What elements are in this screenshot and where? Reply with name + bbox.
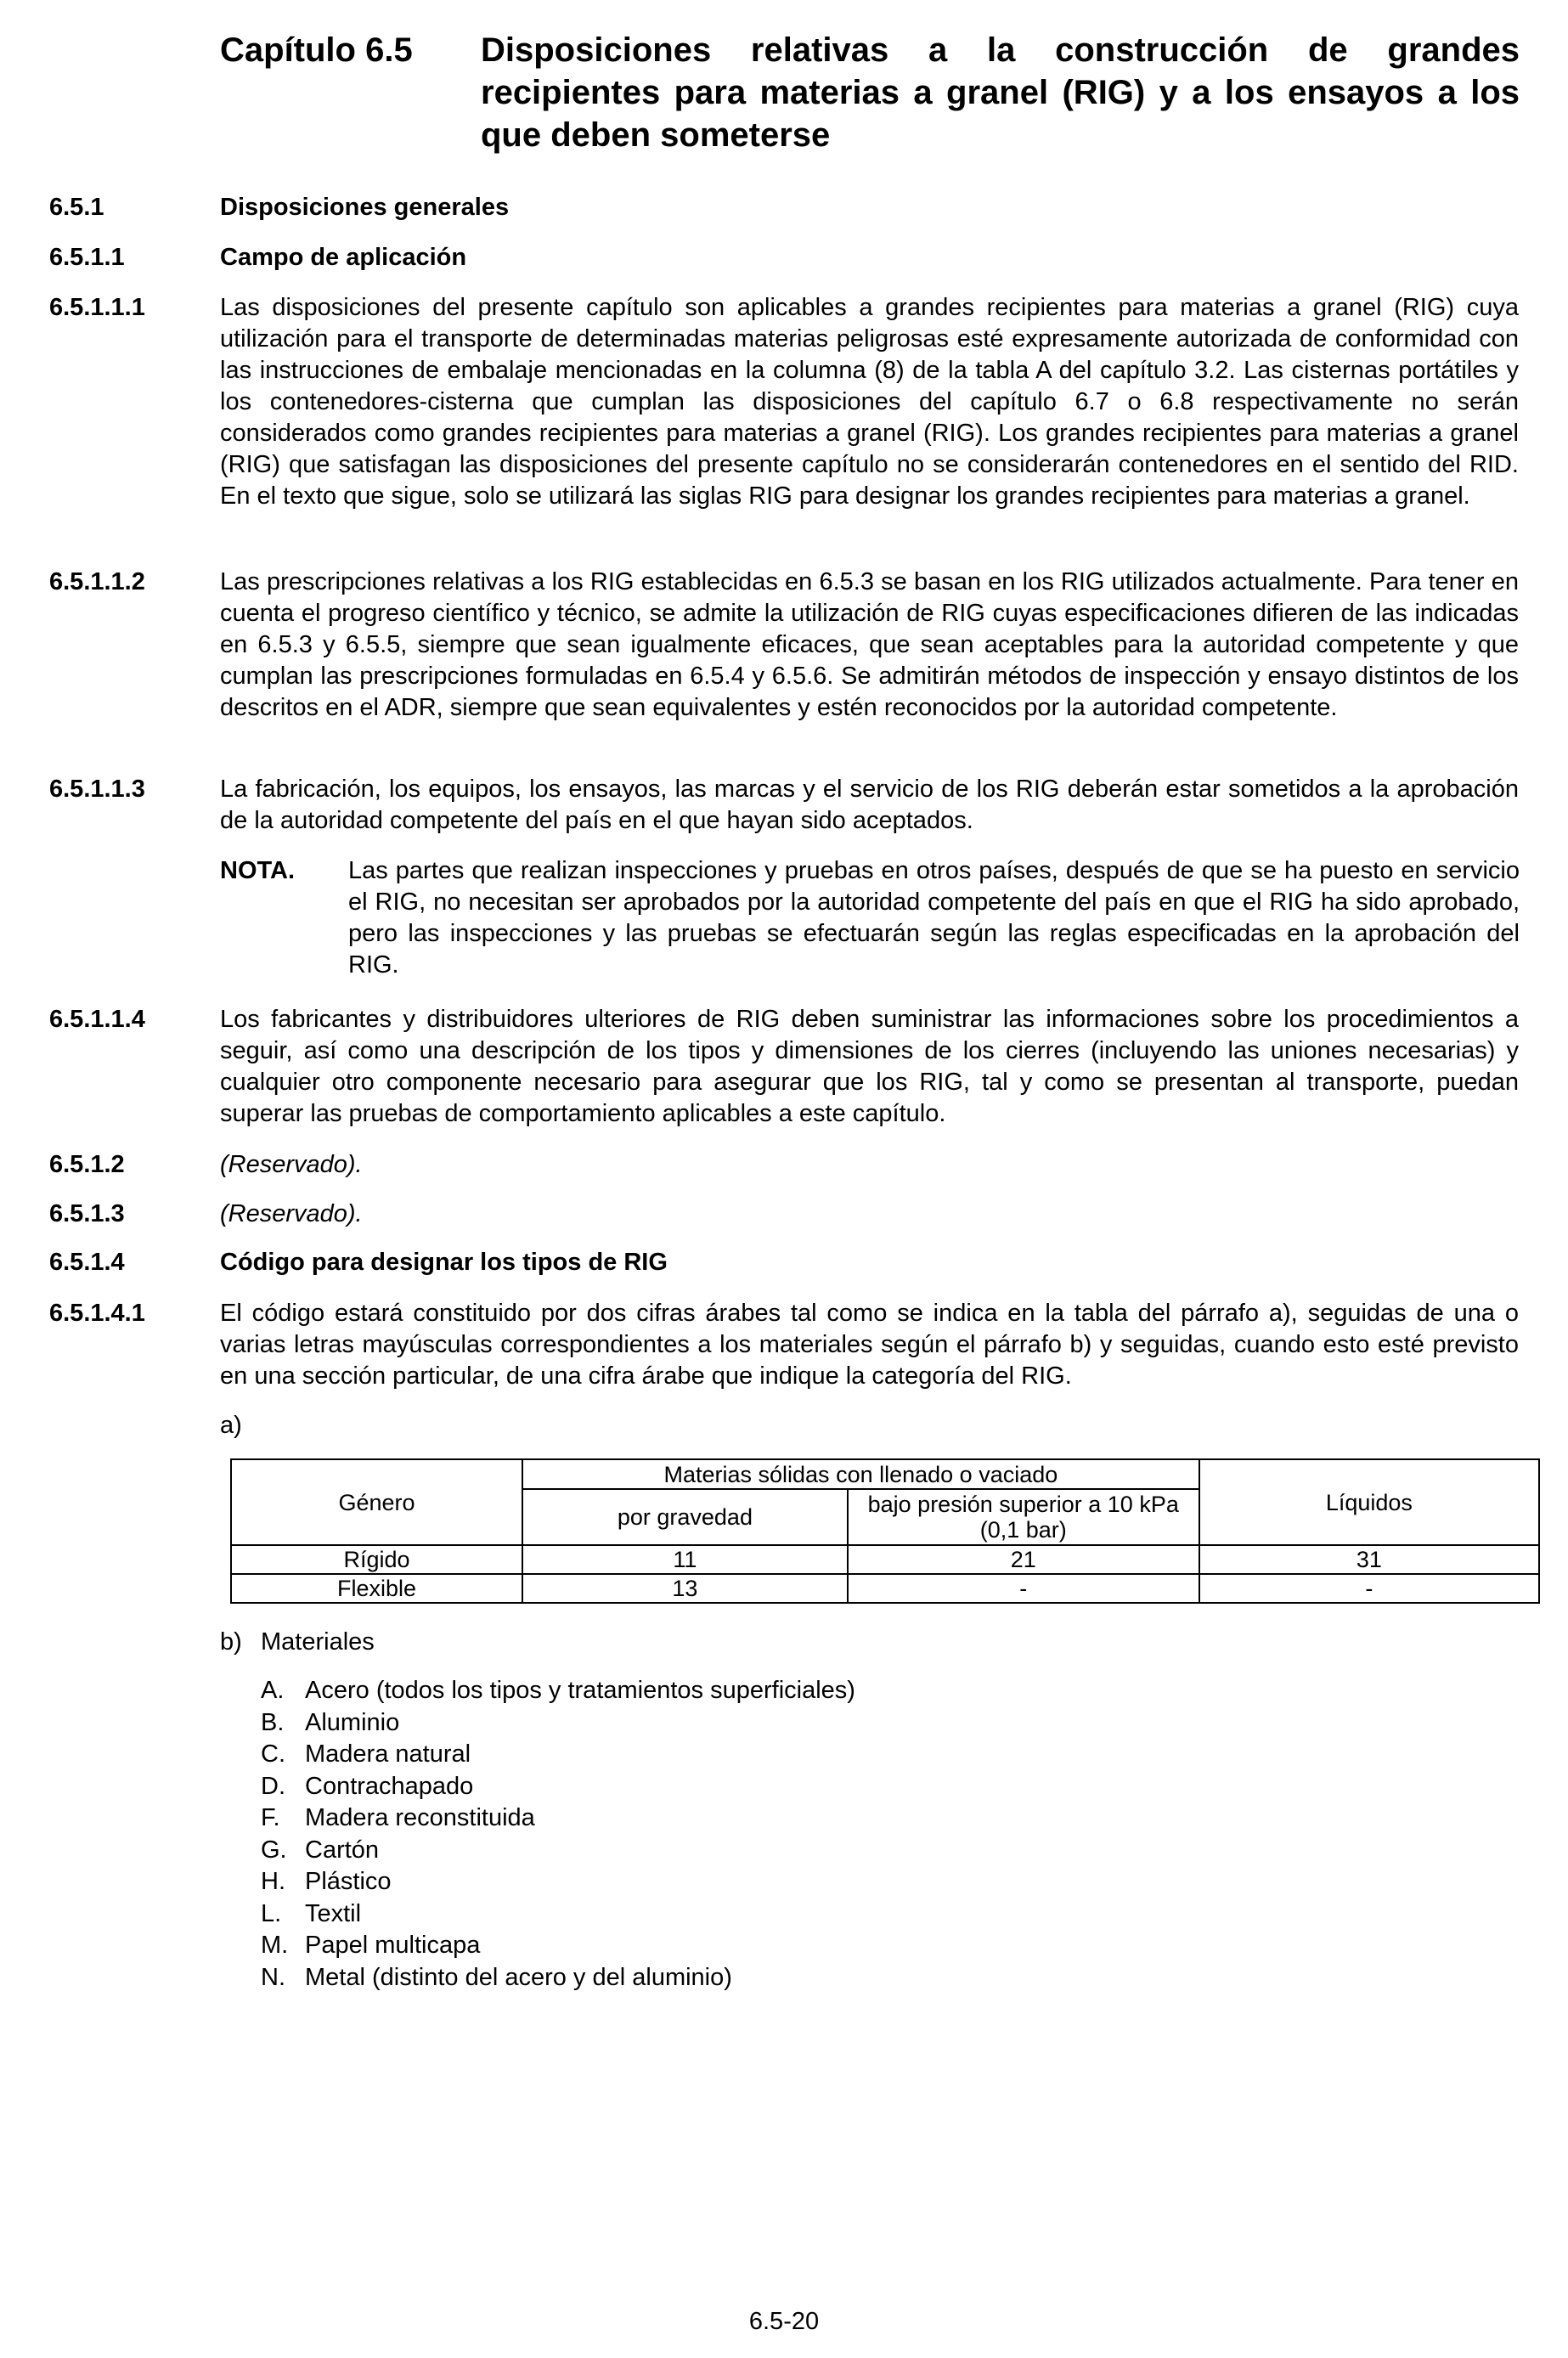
table-header-row xyxy=(231,1459,1539,1489)
section-heading: Campo de aplicación xyxy=(220,244,467,271)
table-cell: Flexible xyxy=(231,1574,522,1603)
chapter-label: Capítulo 6.5 xyxy=(220,31,413,69)
material-name: Metal (distinto del acero y del aluminio) xyxy=(305,1963,732,1991)
section-6-5-1-1-3 xyxy=(49,774,1519,837)
table-cell: 13 xyxy=(522,1574,848,1603)
section-number: 6.5.1.1.2 xyxy=(49,568,145,595)
material-name: Madera reconstituida xyxy=(305,1804,535,1831)
section-6-5-1-1-4 xyxy=(49,1004,1519,1130)
material-name: Papel multicapa xyxy=(305,1932,481,1959)
table-cell: 31 xyxy=(1199,1545,1539,1574)
header-presion: bajo presión superior a 10 kPa (0,1 bar) xyxy=(848,1489,1199,1545)
table-row xyxy=(231,1545,1539,1574)
section-number: 6.5.1.2 xyxy=(49,1151,125,1178)
section-paragraph: Los fabricantes y distribuidores ulteriores de RIG deben suministrar las informaciones sobre los procedimientos a seguir, así como una descripción de los tipos y dimensiones de los cierres (incluyendo las uniones necesarias) y cualquier otro componente necesario para asegurar que los RIG, tal y como se presentan al transporte, puedan superar las pruebas de comportamiento aplicables a este capítulo. xyxy=(220,1006,1519,1127)
table-cell: 11 xyxy=(522,1545,848,1574)
material-letter: N. xyxy=(261,1963,285,1991)
section-6-5-1 xyxy=(49,192,1519,223)
section-paragraph: Las disposiciones del presente capítulo son aplicables a grandes recipientes para materias a granel (RIG) cuya utilización para el transporte de determinadas materias peligrosas esté expresamente autorizada de conformidad con las instrucciones de embalaje mencionadas en la columna (8) de la tabla A del capítulo 3.2. Las cisternas portátiles y los contenedores-cisterna que cumplan las disposiciones del capítulo 6.7 o 6.8 respectivamente no serán considerados como grandes recipientes para materias a granel (RIG). Los grandes recipientes para materias a granel (RIG) que satisfagan las disposiciones del presente capítulo no se considerarán contenedores en el sentido del RID. En el texto que sigue, solo se utilizará las siglas RIG para designar los grandes recipientes para materias a granel. xyxy=(220,294,1519,510)
materiales-heading xyxy=(220,1627,375,1658)
material-name: Madera natural xyxy=(305,1740,471,1768)
material-name: Plástico xyxy=(305,1868,392,1895)
section-6-5-1-1-1 xyxy=(49,292,1519,512)
materiales-label: b) xyxy=(220,1628,242,1656)
list-item xyxy=(261,1930,855,1962)
page-number: 6.5-20 xyxy=(748,2308,820,2335)
list-item xyxy=(261,1675,855,1707)
nota-text: Las partes que realizan inspecciones y pruebas en otros países, después de que se ha puesto en servicio el RIG, no necesitan ser aprobados por la autoridad competente del país en que el RIG ha sido aprobado, pero las inspecciones y las pruebas se efectuarán según las reglas especificadas en la aprobación del RIG. xyxy=(348,857,1520,979)
header-gravedad: por gravedad xyxy=(522,1489,848,1545)
section-number: 6.5.1.1.1 xyxy=(49,294,145,321)
section-number: 6.5.1.3 xyxy=(49,1200,125,1227)
section-6-5-1-4-1 xyxy=(49,1298,1519,1392)
list-item xyxy=(261,1771,855,1803)
material-letter: B. xyxy=(261,1708,285,1736)
table-cell: - xyxy=(1199,1574,1539,1603)
list-item xyxy=(261,1707,855,1740)
section-6-5-1-2 xyxy=(49,1149,1519,1181)
header-solidas: Materias sólidas con llenado o vaciado xyxy=(522,1459,1199,1489)
material-letter: M. xyxy=(261,1932,289,1959)
section-reserved: (Reservado). xyxy=(220,1200,363,1227)
section-6-5-1-1 xyxy=(49,242,1519,274)
nota-block xyxy=(220,855,1520,981)
material-letter: G. xyxy=(261,1836,287,1864)
material-name: Acero (todos los tipos y tratamientos superficiales) xyxy=(305,1677,855,1704)
section-paragraph: El código estará constituido por dos cifras árabes tal como se indica en la tabla del párrafo a), seguidas de una o varias letras mayúsculas correspondientes a los materiales según el párrafo b) y seguidas, cuando esto esté previsto en una sección particular, de una cifra árabe que indique la categoría del RIG. xyxy=(220,1300,1519,1390)
table-cell: Rígido xyxy=(231,1545,522,1574)
table-cell: 21 xyxy=(848,1545,1199,1574)
list-item xyxy=(261,1835,855,1867)
material-letter: L. xyxy=(261,1899,282,1927)
list-item xyxy=(261,1866,855,1898)
section-number: 6.5.1.4 xyxy=(49,1249,125,1276)
table-row xyxy=(231,1574,1539,1603)
section-number: 6.5.1.1.3 xyxy=(49,776,145,803)
list-a-label: a) xyxy=(220,1412,242,1439)
rig-code-table xyxy=(230,1458,1540,1604)
material-letter: C. xyxy=(261,1740,285,1768)
chapter-title: Disposiciones relativas a la construcción de grandes recipientes para materias a granel (RIG) y a los ensayos a los que deben someterse xyxy=(481,31,1520,154)
material-name: Contrachapado xyxy=(305,1772,474,1800)
section-number: 6.5.1.1.4 xyxy=(49,1006,145,1033)
section-6-5-1-3 xyxy=(49,1199,1519,1230)
material-name: Cartón xyxy=(305,1836,380,1864)
section-number: 6.5.1 xyxy=(49,194,104,221)
material-letter: A. xyxy=(261,1677,285,1704)
material-letter: F. xyxy=(261,1804,280,1831)
list-item xyxy=(261,1898,855,1931)
materiales-title: Materiales xyxy=(261,1628,375,1656)
section-paragraph: La fabricación, los equipos, los ensayos, las marcas y el servicio de los RIG deberán estar sometidos a la aprobación de la autoridad competente del país en el que hayan sido aceptados. xyxy=(220,776,1519,834)
list-item xyxy=(261,1962,855,1994)
section-heading: Disposiciones generales xyxy=(220,194,510,221)
section-6-5-1-1-2 xyxy=(49,567,1519,724)
section-6-5-1-4 xyxy=(49,1247,1519,1278)
material-letter: H. xyxy=(261,1868,285,1895)
list-item xyxy=(261,1739,855,1771)
header-genero: Género xyxy=(231,1459,522,1545)
material-name: Aluminio xyxy=(305,1708,400,1736)
nota-label: NOTA. xyxy=(220,857,296,884)
section-paragraph: Las prescripciones relativas a los RIG establecidas en 6.5.3 se basan en los RIG utilizados actualmente. Para tener en cuenta el progreso científico y técnico, se admite la utilización de RIG cuyas especificaciones difieren de las indicadas en 6.5.3 y 6.5.5, siempre que sean igualmente eficaces, que sean aceptables para la autoridad competente y que cumplan las prescripciones formuladas en 6.5.4 y 6.5.6. Se admitirán métodos de inspección y ensayo distintos de los descritos en el ADR, siempre que sean equivalentes y estén reconocidos por la autoridad competente. xyxy=(220,568,1519,721)
table-cell: - xyxy=(848,1574,1199,1603)
material-name: Textil xyxy=(305,1899,362,1927)
list-item xyxy=(261,1802,855,1835)
section-heading: Código para designar los tipos de RIG xyxy=(220,1249,668,1276)
section-number: 6.5.1.1 xyxy=(49,244,125,271)
section-number: 6.5.1.4.1 xyxy=(49,1300,145,1327)
section-reserved: (Reservado). xyxy=(220,1151,363,1178)
material-letter: D. xyxy=(261,1772,285,1800)
materiales-list xyxy=(261,1675,855,1994)
header-liquidos: Líquidos xyxy=(1199,1459,1539,1545)
